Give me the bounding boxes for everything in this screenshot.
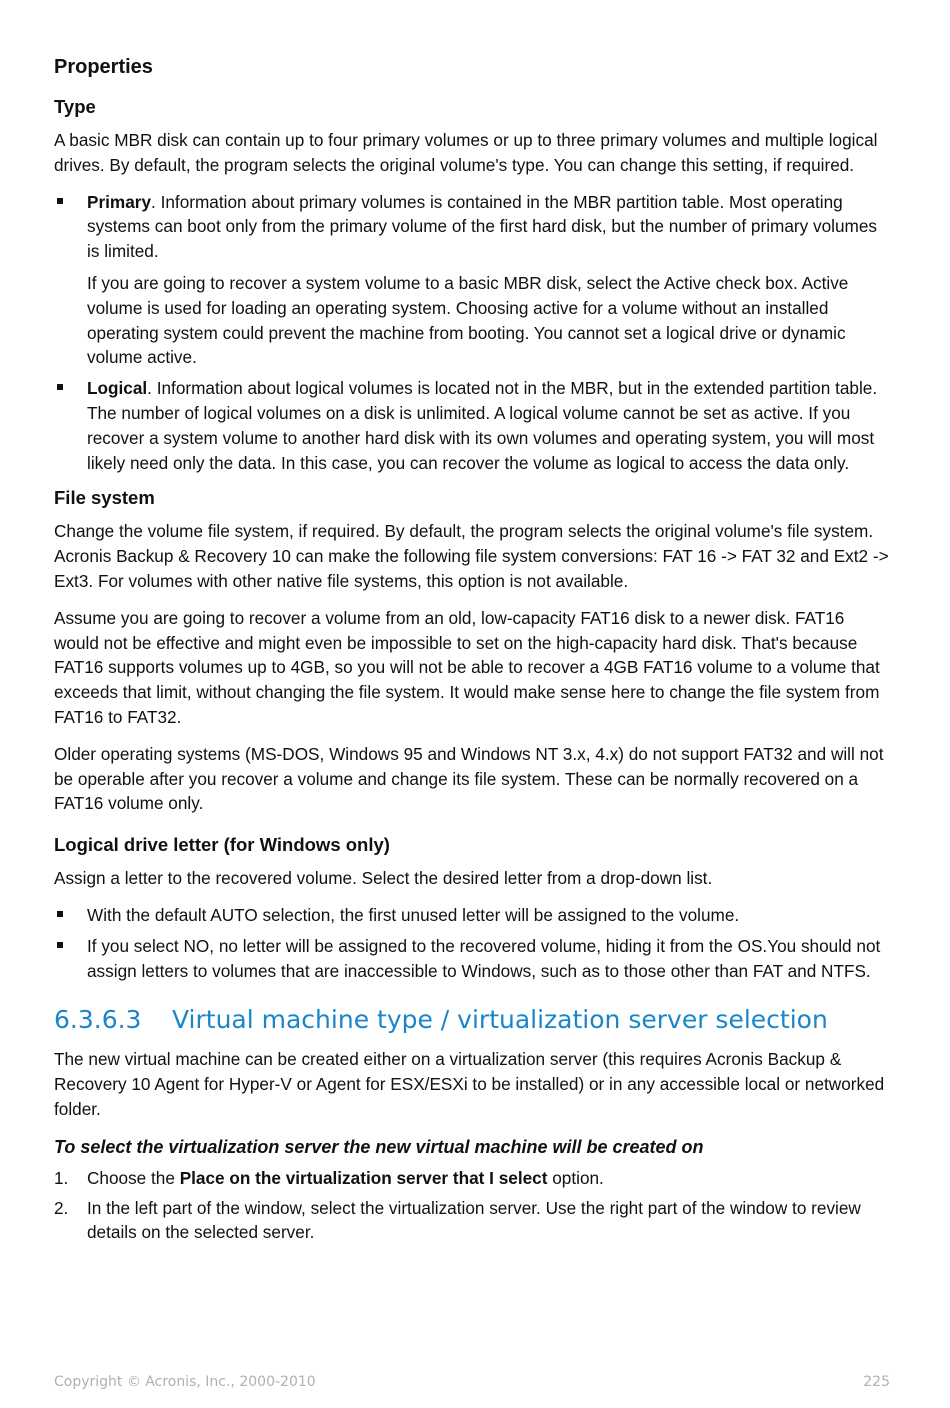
drive-letter-intro: Assign a letter to the recovered volume. Select the desired letter from a drop-down list.: [54, 868, 713, 889]
procedure-title: To select the virtualization server the new virtual machine will be created on: [54, 1136, 704, 1157]
document-page: [54, 52, 894, 1250]
list-item: With the default AUTO selection, the first unused letter will be assigned to the volume.: [54, 903, 894, 928]
section-heading: [54, 1003, 894, 1037]
type-list: [54, 190, 894, 476]
logical-text: . Information about logical volumes is located not in the MBR, but in the extended partition table. The number of logical volumes on a disk is unlimited. A logical volume cannot be set as active. If you recover a system volume to another hard disk with its own volumes and operating system, you will most likely need only the data. In this case, you can recover the volume as logical to access the data only.: [87, 378, 878, 473]
step-option-name: Place on the virtualization server that I select: [179, 1167, 548, 1188]
section-number: 6.3.6.3: [54, 1005, 142, 1035]
logical-label: Logical: [87, 378, 148, 399]
step-text: Choose the: [87, 1167, 180, 1188]
step-1: [54, 1166, 894, 1191]
file-system-para-1: Change the volume file system, if required. By default, the program selects the original volume's file system. Acronis Backup & Recovery 10 can make the following file system conversions: FAT 16 -> FAT 32 and Ext2 -> Ext3. For volumes with other native file systems, this option is not available.: [54, 521, 889, 591]
step-text: In the left part of the window, select the virtualization server. Use the right part of the window to review details on the selected server.: [87, 1197, 861, 1243]
step-2: [54, 1196, 894, 1246]
file-system-para-2: Assume you are going to recover a volume from an old, low-capacity FAT16 disk to a newer disk. FAT16 would not be effective and might even be impossible to set on the high-capacity hard disk. That's because FAT16 supports volumes up to 4GB, so you will not be able to recover a 4GB FAT16 volume to a volume that exceeds that limit, without changing the file system. It would make sense here to change the file system from FAT16 to FAT32.: [54, 607, 880, 727]
heading-properties: Properties: [54, 56, 153, 78]
page-number: 225: [863, 1374, 890, 1390]
copyright-text: Copyright © Acronis, Inc., 2000-2010: [54, 1374, 316, 1390]
page-footer: [54, 1374, 890, 1390]
heading-type: Type: [54, 96, 96, 117]
step-number: 2.: [54, 1197, 69, 1218]
list-item: If you select NO, no letter will be assigned to the recovered volume, hiding it from the OS.You should not assign letters to volumes that are inaccessible to Windows, such as to those other than FAT and NTFS.: [54, 934, 894, 984]
section-title: Virtual machine type / virtualization server selection: [172, 1005, 828, 1035]
list-item-logical: [54, 376, 894, 475]
primary-label: Primary: [87, 191, 152, 212]
heading-drive-letter: Logical drive letter (for Windows only): [54, 834, 390, 856]
step-text: option.: [547, 1167, 604, 1188]
procedure-steps: [54, 1166, 894, 1245]
primary-note: If you are going to recover a system volume to a basic MBR disk, select the Active check box. Active volume is used for loading an operating system. Choosing active for a volume without an installed operating system could prevent the machine from booting. You cannot set a logical drive or dynamic volume active.: [87, 272, 849, 368]
list-item-primary: [54, 190, 894, 371]
step-number: 1.: [54, 1167, 69, 1188]
section-intro: The new virtual machine can be created either on a virtualization server (this requires Acronis Backup & Recovery 10 Agent for Hyper-V or Agent for ESX/ESXi to be installed) or in any accessible local or networked folder.: [54, 1049, 885, 1119]
drive-letter-list: [54, 903, 894, 983]
primary-text: . Information about primary volumes is contained in the MBR partition table. Most operating systems can boot only from the primary volume of the first hard disk, but the number of primary volumes is limited.: [87, 191, 877, 262]
file-system-para-3: Older operating systems (MS-DOS, Windows 95 and Windows NT 3.x, 4.x) do not support FAT32 and will not be operable after you recover a volume and change its file system. These can be normally recovered on a FAT16 volume only.: [54, 743, 884, 814]
heading-file-system: File system: [54, 487, 155, 509]
type-intro: A basic MBR disk can contain up to four primary volumes or up to three primary volumes and multiple logical drives. By default, the program selects the original volume's type. You can change this setting, if required.: [54, 130, 878, 175]
